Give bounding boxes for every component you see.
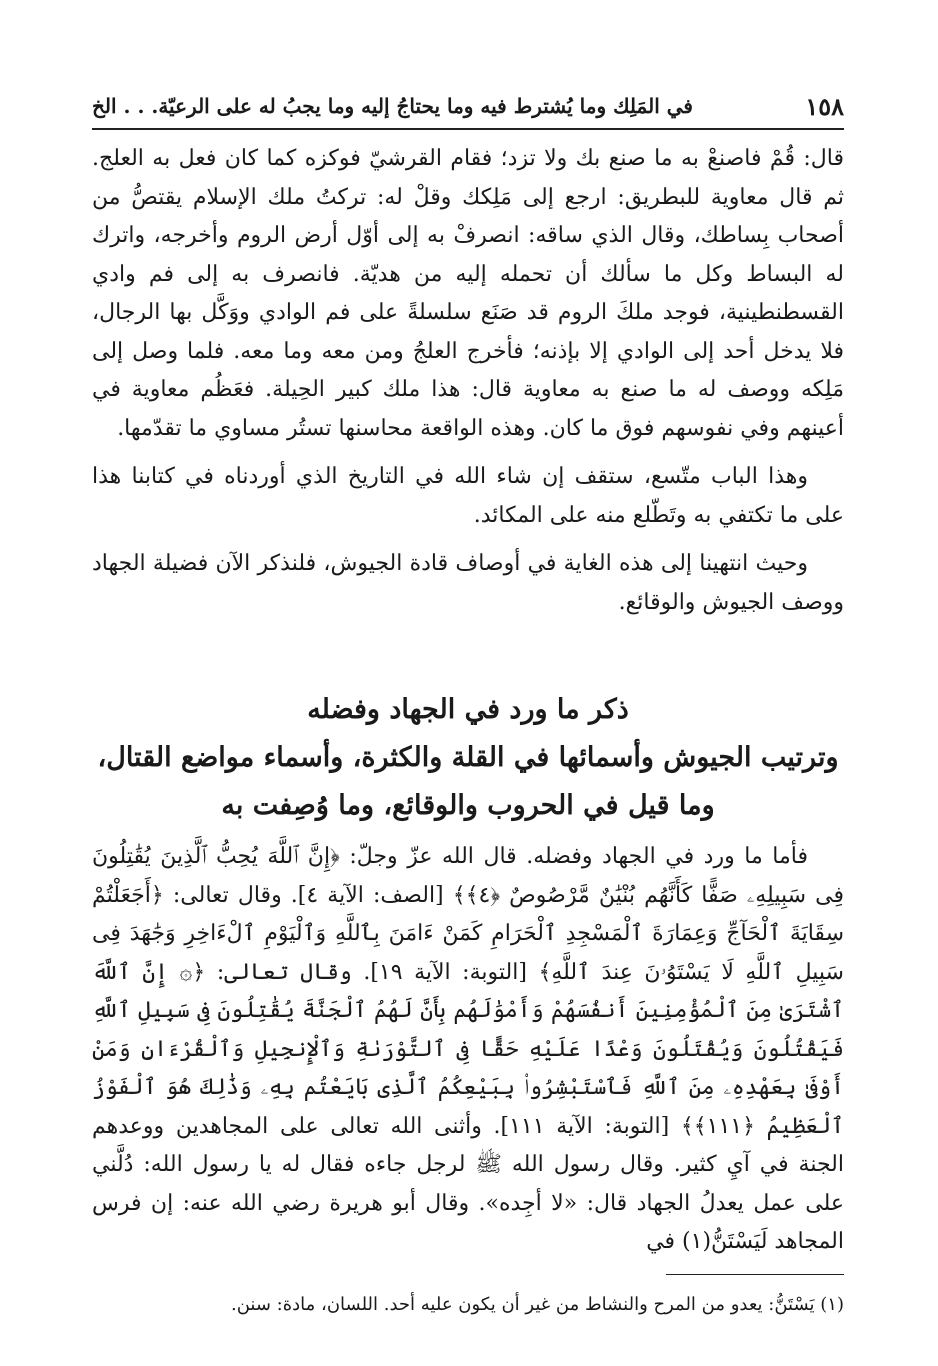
section-heading bbox=[92, 686, 844, 830]
body-text bbox=[92, 140, 844, 622]
footnote: (١) يَسْتَنُّ: يعدو من المرح والنشاط من غير أن يكون عليه أحد. اللسان، مادة: سنن. bbox=[231, 1294, 844, 1315]
running-title: في المَلِك وما يُشترط فيه وما يحتاجُ إليه وما يجبُ له على الرعيّة. . . الخ bbox=[92, 94, 693, 118]
paragraph: وهذا الباب متّسع، ستقف إن شاء الله في التاريخ الذي أوردناه في كتابنا هذا على ما تكتفي به وتَطّلع منه على المكائد. bbox=[92, 464, 844, 528]
paragraph: قال: قُمْ فاصنعْ به ما صنع بك ولا تزد؛ فقام القرشيّ فوكزه كما كان فعل به العلج. ثم قال معاوية للبطريق: ارجع إلى مَلِكك وقلْ له: تركتُ ملك الإسلام يقتصُّ من أصحاب بِساطك، وقال الذي ساقه: انصرفْ به إلى أوّل أرض الروم وأخرجه، واترك له البساط وكل ما سألك أن تحمله إليه من هديّة. فانصرف به إلى فم وادي القسطنطينية، فوجد ملكَ الروم قد صَنَع سلسلةً على فم الوادي ووَكَّل بها الرجال، فلا يدخل أحد إلى الوادي إلا بإذنه؛ فأخرج العلجُ ومن معه وما معه. فلما وصل إلى مَلِكه ووصف له ما صنع به معاوية قال: هذا ملك كبير الحِيلة. فعَظُم معاوية في أعينهم وفي نفوسهم فوق ما كان. وهذه الواقعة محاسنها تستُر مساوي ما تقدّمها. bbox=[92, 146, 845, 441]
page-number: ١٥٨ bbox=[805, 92, 844, 121]
heading-line: وما قيل في الحروب والوقائع، وما وُصِفت به bbox=[221, 790, 715, 821]
paragraph: وحيث انتهينا إلى هذه الغاية في أوصاف قادة الجيوش، فلنذكر الآن فضيلة الجهاد ووصف الجيوش والوقائع. bbox=[92, 551, 844, 615]
heading-line: وترتيب الجيوش وأسمائها في القلة والكثرة، وأسماء مواضع القتال، bbox=[97, 742, 839, 773]
section-paragraph: فأما ما ورد في الجهاد وفضله. قال الله عزّ وجلّ: ﴿إِنَّ ٱللَّهَ يُحِبُّ ٱلَّذِينَ يُقَٰتِلُونَ فِى سَبِيلِهِۦ صَفًّا كَأَنَّهُم بُنْيَٰنٌ مَّرْصُوصٌ ﴿٤﴾﴾ [الصف: الآية ٤]. وقال تعالى: ﴿أَجَعَلْتُمْ سِقَايَةَ ٱلْحَآجِّ وَعِمَارَةَ ٱلْمَسْجِدِ ٱلْحَرَامِ كَمَنْ ءَامَنَ بِٱللَّهِ وَٱلْيَوْمِ ٱلْءَاخِرِ وَجَٰهَدَ فِى سَبِيلِ ٱللَّهِ لَا يَسْتَوُۥنَ عِندَ ٱللَّهِ﴾ [التوبة: الآية ١٩]. وقال تعالى: ﴿۞ إِنَّ ٱللَّهَ ٱشْتَرَىٰ مِنَ ٱلْمُؤْمِنِينَ أَنفُسَهُمْ وَأَمْوَٰلَهُم بِأَنَّ لَهُمُ ٱلْجَنَّةَ يُقَٰتِلُونَ فِى سَبِيلِ ٱللَّهِ فَيَقْتُلُونَ وَيُقْتَلُونَ وَعْدًا عَلَيْهِ حَقًّا فِى ٱلتَّوْرَىٰةِ وَٱلْإِنجِيلِ وَٱلْقُرْءَانِ وَمَنْ أَوْفَىٰ بِعَهْدِهِۦ مِنَ ٱللَّهِ فَٱسْتَبْشِرُوا۟ بِبَيْعِكُمُ ٱلَّذِى بَايَعْتُم بِهِۦ وَذَٰلِكَ هُوَ ٱلْفَوْزُ ٱلْعَظِيمُ ﴿١١١﴾﴾ [التوبة: الآية ١١١]. وأثنى الله تعالى على المجاهدين ووعدهم الجنة في آيِ كثير. وقال رسول الله ﷺ لرجل جاءه فقال له يا رسول الله: دُلَّني على عمل يعدلُ الجهاد قال: «لا أجِده». وقال أبو هريرة رضي الله عنه: إن فرس المجاهد لَيَسْتَنُّ(١) في bbox=[92, 844, 844, 1254]
heading-line: ذكر ما ورد في الجهاد وفضله bbox=[307, 694, 629, 725]
footnote-divider bbox=[666, 1274, 844, 1275]
page-header bbox=[92, 88, 844, 130]
